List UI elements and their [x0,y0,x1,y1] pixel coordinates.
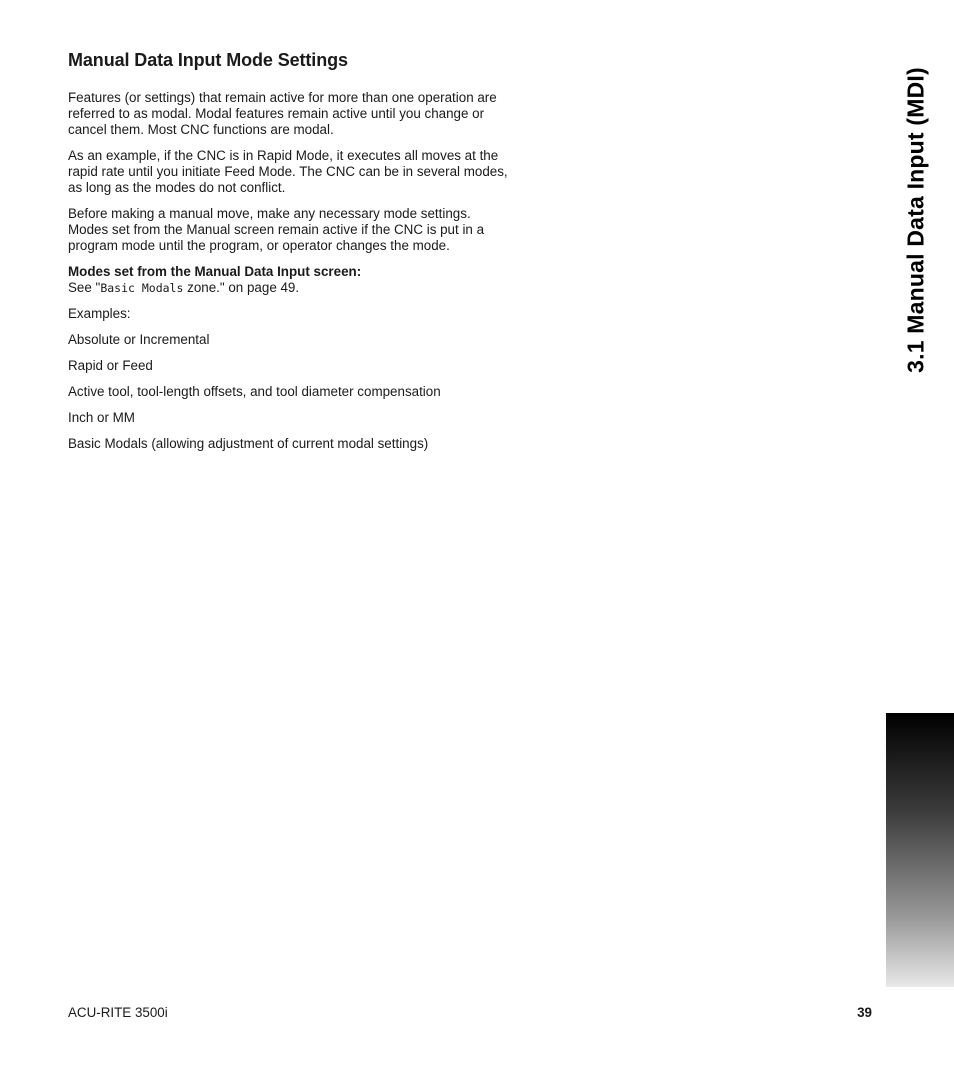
paragraph-manual-move: Before making a manual move, make any necessary mode settings. Modes set from the Manual screen remain active if the CNC is put in a program mode until the program, or operator changes the mode. [68,206,485,253]
page-content [68,49,514,462]
chapter-thumb-tab [886,713,954,987]
examples-label: Examples: [68,306,131,321]
see-prefix: See " [68,280,101,295]
footer-product-name: ACU-RITE 3500i [68,1005,168,1020]
example-item: Absolute or Incremental [68,332,210,347]
paragraph-modal-definition: Features (or settings) that remain active for more than one operation are referred to as modal. Modal features remain active until you change or cancel them. Most CNC functions are modal. [68,90,497,137]
footer-page-number: 39 [857,1005,872,1020]
example-item: Inch or MM [68,410,135,425]
see-suffix: zone." on page 49. [183,280,300,295]
example-item: Rapid or Feed [68,358,153,373]
chapter-side-title [886,30,946,410]
chapter-side-title-text: 3.1 Manual Data Input (MDI) [902,67,929,373]
example-item: Basic Modals (allowing adjustment of current modal settings) [68,436,429,451]
see-reference-link[interactable]: Basic Modals [100,281,184,295]
paragraph-rapid-example: As an example, if the CNC is in Rapid Mode, it executes all moves at the rapid rate until you initiate Feed Mode. The CNC can be in several modes, as long as the modes do not conflict. [68,148,508,195]
example-item: Active tool, tool-length offsets, and tool diameter compensation [68,384,441,399]
section-heading: Manual Data Input Mode Settings [68,50,348,70]
modes-subheading: Modes set from the Manual Data Input screen: [68,264,362,279]
see-reference [68,280,514,296]
